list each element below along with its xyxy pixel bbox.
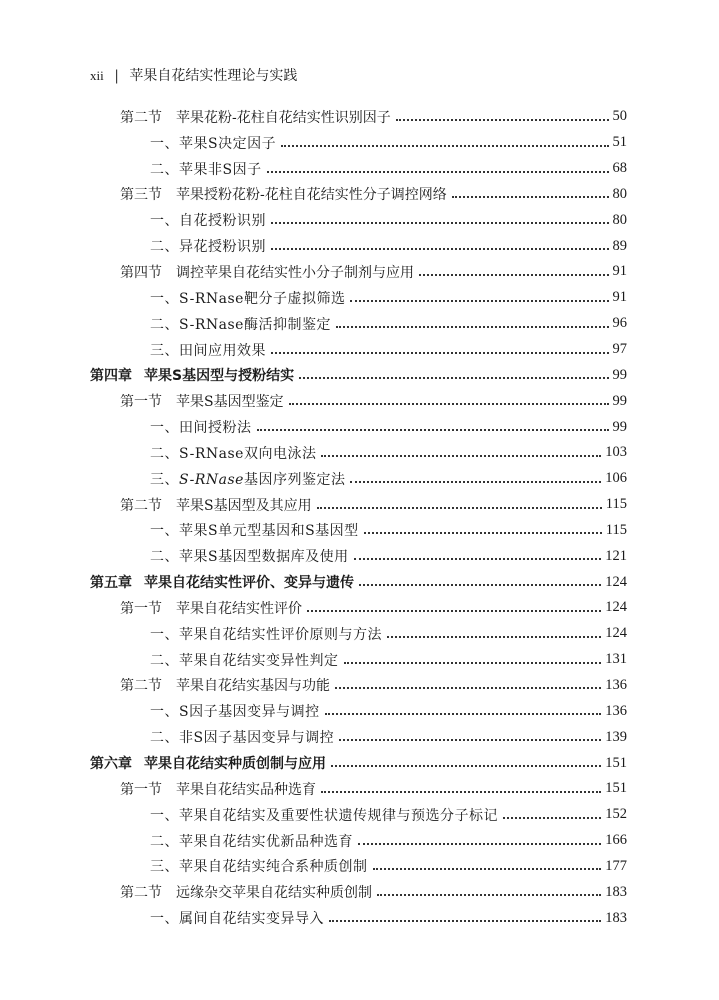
dot-leader bbox=[329, 920, 601, 922]
toc-entry-title: 二、S-RNase酶活抑制鉴定 bbox=[150, 316, 331, 333]
toc-page-number: 183 bbox=[605, 909, 627, 926]
toc-section-entry[interactable] bbox=[90, 388, 627, 414]
toc-entry-label bbox=[150, 417, 255, 437]
toc-entry-label bbox=[90, 753, 329, 773]
toc-section-entry[interactable] bbox=[90, 879, 627, 905]
toc-entry-title: 苹果自花结实性评价 bbox=[176, 600, 302, 617]
header-separator: | bbox=[114, 68, 119, 84]
toc-entry-label bbox=[150, 210, 269, 230]
toc-entry-title: 一、苹果S决定因子 bbox=[150, 135, 277, 152]
dot-leader bbox=[419, 274, 609, 276]
toc-entry-title: 一、苹果自花结实性评价原则与方法 bbox=[150, 626, 382, 643]
dot-leader bbox=[358, 843, 601, 845]
toc-chapter-entry[interactable] bbox=[90, 362, 627, 388]
toc-entry-label bbox=[120, 598, 305, 618]
dot-leader bbox=[354, 558, 602, 560]
toc-chapter-entry[interactable] bbox=[90, 750, 627, 776]
dot-leader bbox=[350, 481, 601, 483]
toc-entry-title-italic: S-RNase bbox=[179, 471, 244, 488]
dot-leader bbox=[396, 119, 609, 121]
toc-entry-label bbox=[120, 882, 375, 902]
dot-leader bbox=[307, 610, 601, 612]
dot-leader bbox=[344, 662, 602, 664]
toc-entry-title: 一、S因子基因变异与调控 bbox=[150, 704, 320, 721]
toc-page-number: 166 bbox=[605, 832, 627, 849]
toc-entry-prefix: 第四章 bbox=[90, 368, 132, 385]
dot-leader bbox=[364, 532, 602, 534]
toc-page-number: 152 bbox=[605, 806, 627, 823]
dot-leader bbox=[452, 196, 609, 198]
toc-entry-title: 苹果自花结实性评价、变异与遗传 bbox=[144, 575, 354, 592]
dot-leader bbox=[350, 300, 608, 302]
toc-entry-prefix: 第一节 bbox=[120, 600, 162, 617]
toc-subsection-entry[interactable] bbox=[90, 802, 627, 828]
toc-page-number: 183 bbox=[605, 883, 627, 900]
toc-entry-label bbox=[150, 443, 319, 463]
toc-page-number: 151 bbox=[605, 780, 627, 797]
dot-leader bbox=[299, 377, 608, 379]
toc-entry-title: 二、S-RNase双向电泳法 bbox=[150, 445, 317, 462]
dot-leader bbox=[373, 868, 602, 870]
toc-subsection-entry[interactable] bbox=[90, 621, 627, 647]
toc-entry-label bbox=[120, 107, 394, 127]
toc-subsection-entry[interactable] bbox=[90, 905, 627, 931]
toc-entry-prefix: 第一节 bbox=[120, 781, 162, 798]
toc-subsection-entry[interactable] bbox=[90, 724, 627, 750]
toc-page-number: 136 bbox=[605, 676, 627, 693]
toc-entry-title: 苹果自花结实品种选育 bbox=[176, 781, 316, 798]
toc-page-number: 68 bbox=[612, 160, 627, 177]
toc-entry-title: 一、苹果S单元型基因和S基因型 bbox=[150, 523, 359, 540]
toc-entry-label bbox=[120, 391, 287, 411]
toc-entry-title: 二、苹果非S因子 bbox=[150, 161, 262, 178]
toc-entry-title: 苹果授粉花粉-花柱自花结实性分子调控网络 bbox=[176, 187, 447, 204]
toc-page-number: 131 bbox=[605, 651, 627, 668]
toc-entry-label bbox=[150, 727, 337, 747]
toc-entry-prefix: 第二节 bbox=[120, 885, 162, 902]
toc-entry-title: 苹果自花结实基因与功能 bbox=[176, 678, 330, 695]
toc-page-number: 106 bbox=[605, 470, 627, 487]
toc-subsection-entry[interactable] bbox=[90, 311, 627, 337]
toc-entry-title: 二、苹果S基因型数据库及使用 bbox=[150, 549, 349, 566]
toc-entry-label bbox=[150, 856, 371, 876]
dot-leader bbox=[336, 326, 609, 328]
toc-subsection-entry[interactable] bbox=[90, 130, 627, 156]
toc-chapter-entry[interactable] bbox=[90, 569, 627, 595]
toc-entry-label bbox=[150, 469, 348, 489]
toc-section-entry[interactable] bbox=[90, 776, 627, 802]
toc-subsection-entry[interactable] bbox=[90, 285, 627, 311]
dot-leader bbox=[377, 894, 601, 896]
toc-page-number: 124 bbox=[605, 573, 627, 590]
toc-entry-label bbox=[120, 779, 319, 799]
toc-subsection-entry[interactable] bbox=[90, 853, 627, 879]
toc-subsection-entry[interactable] bbox=[90, 647, 627, 673]
toc-entry-title: 二、苹果自花结实变异性判定 bbox=[150, 652, 339, 669]
toc-entry-label bbox=[150, 159, 265, 179]
toc-subsection-entry[interactable] bbox=[90, 518, 627, 544]
toc-entry-title: 一、属间自花结实变异导入 bbox=[150, 911, 324, 928]
toc-entry-label bbox=[150, 340, 269, 360]
toc-entry-title: 一、自花授粉识别 bbox=[150, 213, 266, 230]
toc-entry-title: 三、苹果自花结实纯合系种质创制 bbox=[150, 859, 368, 876]
toc-entry-label bbox=[150, 520, 362, 540]
toc-entry-label bbox=[120, 184, 450, 204]
toc-entry-prefix: 第二节 bbox=[120, 109, 162, 126]
toc-entry-label bbox=[150, 133, 279, 153]
toc-entry-label bbox=[150, 701, 323, 721]
toc-section-entry[interactable] bbox=[90, 182, 627, 208]
toc-entry-label bbox=[150, 236, 269, 256]
dot-leader bbox=[359, 584, 601, 586]
toc-page-number: 99 bbox=[612, 366, 627, 383]
toc-page-number: 115 bbox=[605, 496, 627, 513]
toc-entry-title: 调控苹果自花结实性小分子制剂与应用 bbox=[176, 264, 414, 281]
toc-entry-label bbox=[150, 546, 352, 566]
toc-page-number: 80 bbox=[612, 185, 627, 202]
dot-leader bbox=[271, 248, 609, 250]
toc-entry-label bbox=[120, 675, 333, 695]
toc-entry-title: 二、异花授粉识别 bbox=[150, 239, 266, 256]
dot-leader bbox=[271, 222, 609, 224]
toc-subsection-entry[interactable] bbox=[90, 156, 627, 182]
toc-page-number: 139 bbox=[605, 728, 627, 745]
toc-entry-label bbox=[90, 572, 357, 592]
dot-leader bbox=[335, 687, 601, 689]
toc-entry-title: 二、苹果自花结实优新品种选育 bbox=[150, 833, 353, 850]
toc-subsection-entry[interactable] bbox=[90, 440, 627, 466]
dot-leader bbox=[503, 817, 601, 819]
running-header bbox=[90, 66, 297, 86]
dot-leader bbox=[339, 739, 601, 741]
toc-entry-prefix: 第五章 bbox=[90, 575, 132, 592]
toc-subsection-entry[interactable] bbox=[90, 828, 627, 854]
toc-page-number: 91 bbox=[612, 263, 627, 280]
toc-subsection-entry[interactable] bbox=[90, 207, 627, 233]
toc-subsection-entry[interactable] bbox=[90, 337, 627, 363]
toc-entry-prefix: 第三节 bbox=[120, 187, 162, 204]
toc-entry-title: 苹果S基因型鉴定 bbox=[176, 394, 284, 411]
dot-leader bbox=[271, 352, 609, 354]
toc-entry-label bbox=[150, 314, 334, 334]
toc-page-number: 91 bbox=[612, 289, 627, 306]
dot-leader bbox=[321, 455, 601, 457]
toc-entry-prefix: 第四节 bbox=[120, 264, 162, 281]
toc-section-entry[interactable] bbox=[90, 104, 627, 130]
toc-entry-title: 苹果S基因型及其应用 bbox=[176, 497, 312, 514]
toc-page-number: 124 bbox=[605, 599, 627, 616]
toc-entry-label bbox=[150, 805, 501, 825]
toc-entry-title: 苹果S基因型与授粉结实 bbox=[144, 368, 295, 385]
header-page-number: xii bbox=[90, 68, 104, 83]
toc-page-number: 97 bbox=[612, 341, 627, 358]
dot-leader bbox=[331, 765, 601, 767]
toc-page-number: 121 bbox=[605, 547, 627, 564]
dot-leader bbox=[317, 507, 602, 509]
toc-entry-title: 远缘杂交苹果自花结实种质创制 bbox=[176, 885, 372, 902]
toc-page-number: 115 bbox=[605, 521, 627, 538]
toc-entry-title: 苹果自花结实种质创制与应用 bbox=[144, 756, 326, 773]
toc-entry-title: 苹果花粉-花柱自花结实性识别因子 bbox=[176, 109, 391, 126]
toc-subsection-entry[interactable] bbox=[90, 414, 627, 440]
toc-section-entry[interactable] bbox=[90, 259, 627, 285]
toc-page-number: 151 bbox=[605, 754, 627, 771]
toc-entry-prefix: 第二节 bbox=[120, 678, 162, 695]
toc-entry-title: 二、非S因子基因变异与调控 bbox=[150, 730, 335, 747]
toc-page-number: 51 bbox=[612, 134, 627, 151]
toc-page-number: 124 bbox=[605, 625, 627, 642]
dot-leader bbox=[257, 429, 609, 431]
toc-entry-prefix: 第二节 bbox=[120, 497, 162, 514]
toc-entry-label bbox=[150, 288, 348, 308]
toc-subsection-entry[interactable] bbox=[90, 698, 627, 724]
toc-subsection-entry[interactable] bbox=[90, 543, 627, 569]
dot-leader bbox=[321, 791, 601, 793]
toc-page-number: 99 bbox=[612, 392, 627, 409]
toc-page-number: 136 bbox=[605, 702, 627, 719]
dot-leader bbox=[289, 403, 609, 405]
table-of-contents bbox=[90, 104, 627, 931]
toc-section-entry[interactable] bbox=[90, 492, 627, 518]
toc-entry-title-suffix: 基因序列鉴定法 bbox=[243, 471, 346, 488]
toc-entry-title: 一、田间授粉法 bbox=[150, 420, 252, 437]
toc-section-entry[interactable] bbox=[90, 595, 627, 621]
toc-section-entry[interactable] bbox=[90, 673, 627, 699]
toc-page-number: 89 bbox=[612, 237, 627, 254]
toc-page-number: 103 bbox=[605, 444, 627, 461]
toc-subsection-entry[interactable] bbox=[90, 233, 627, 259]
toc-page-number: 50 bbox=[612, 108, 627, 125]
toc-entry-title: 一、苹果自花结实及重要性状遗传规律与预选分子标记 bbox=[150, 807, 498, 824]
toc-entry-title: 一、S-RNase靶分子虚拟筛选 bbox=[150, 290, 346, 307]
dot-leader bbox=[281, 145, 608, 147]
dot-leader bbox=[387, 636, 601, 638]
toc-page-number: 96 bbox=[612, 315, 627, 332]
toc-subsection-entry[interactable] bbox=[90, 466, 627, 492]
toc-entry-prefix: 第一节 bbox=[120, 394, 162, 411]
dot-leader bbox=[325, 713, 602, 715]
toc-entry-label bbox=[90, 365, 297, 385]
toc-entry-label bbox=[150, 650, 342, 670]
toc-entry-label bbox=[120, 262, 417, 282]
dot-leader bbox=[267, 171, 609, 173]
toc-entry-title-prefix: 三、 bbox=[150, 471, 179, 488]
toc-page-number: 177 bbox=[605, 857, 627, 874]
toc-entry-prefix: 第六章 bbox=[90, 756, 132, 773]
header-book-title: 苹果自花结实性理论与实践 bbox=[129, 68, 298, 84]
toc-page-number: 99 bbox=[612, 418, 627, 435]
toc-entry-title: 三、田间应用效果 bbox=[150, 342, 266, 359]
toc-entry-label bbox=[150, 624, 385, 644]
toc-entry-label bbox=[150, 831, 356, 851]
toc-entry-label bbox=[120, 495, 315, 515]
toc-page-number: 80 bbox=[612, 211, 627, 228]
toc-entry-label bbox=[150, 908, 327, 928]
